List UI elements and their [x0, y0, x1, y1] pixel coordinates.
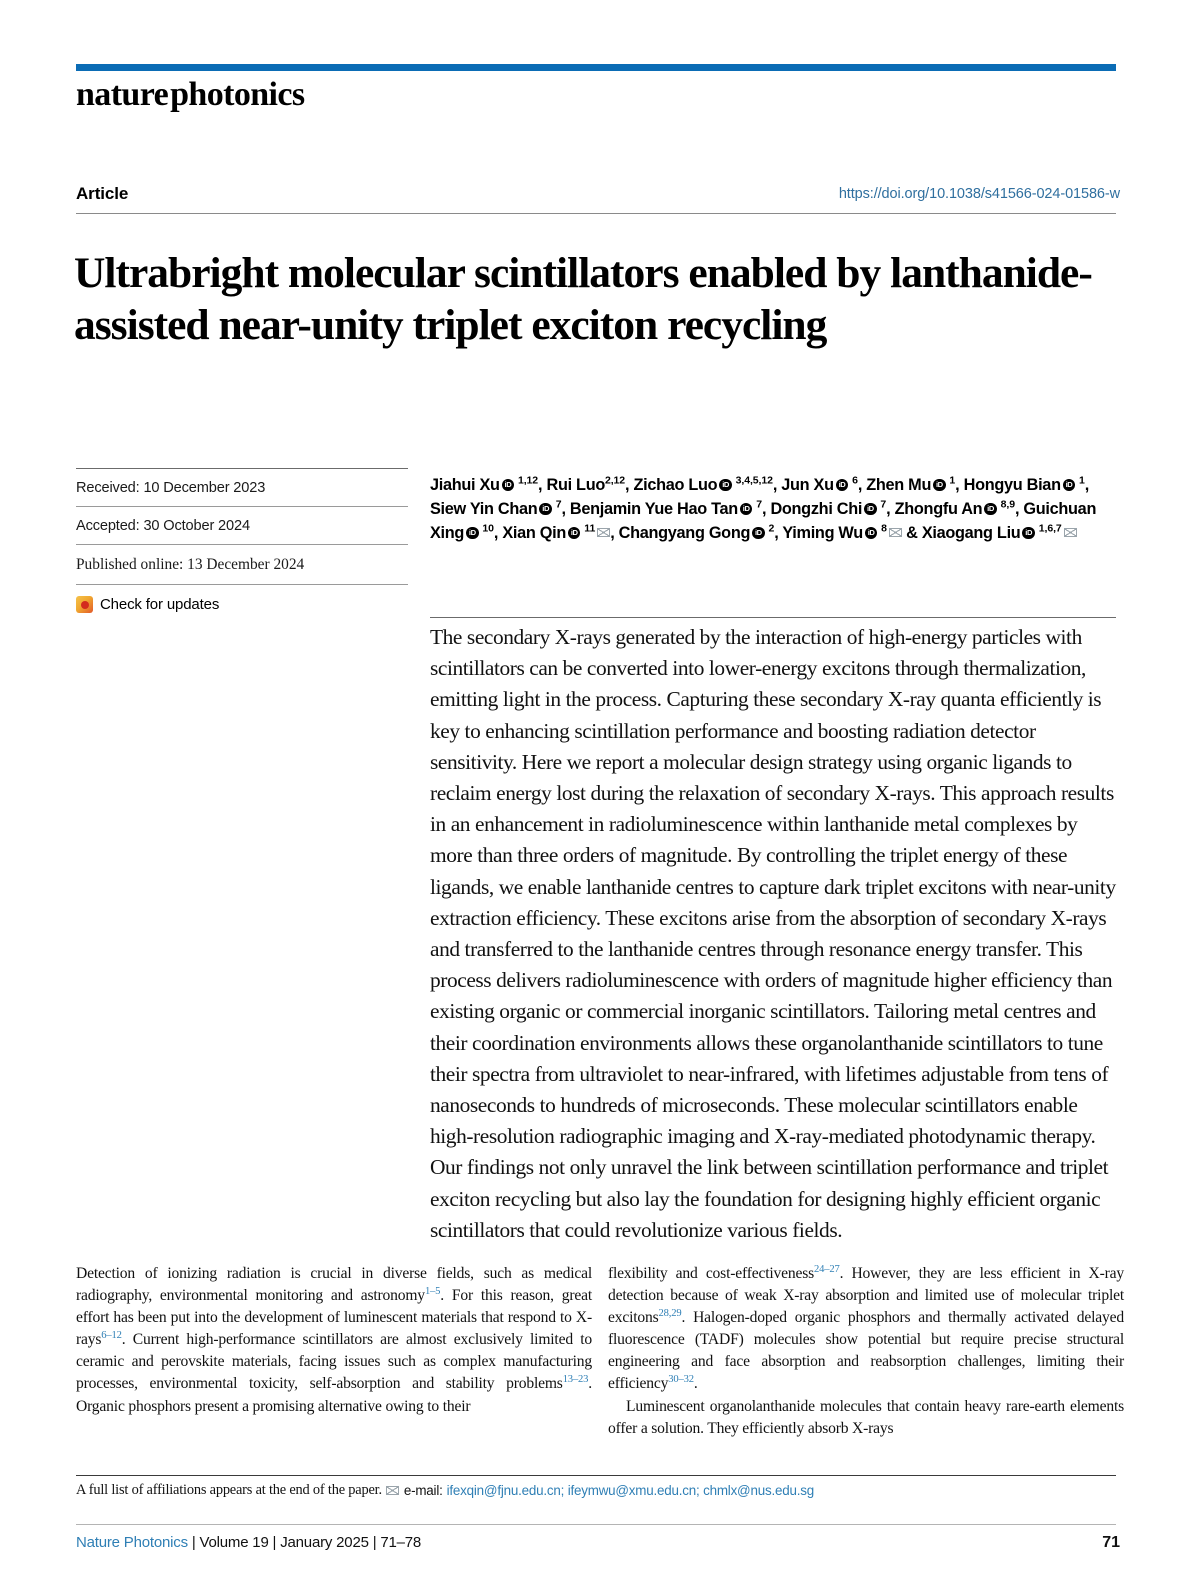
email-link[interactable]: ifexqin@fjnu.edu.cn;: [446, 1483, 565, 1498]
author-affiliation-marker: 7: [753, 498, 762, 511]
author-name: Rui Luo: [546, 476, 605, 494]
author-name: Dongzhi Chi: [770, 500, 863, 519]
published-date: Published online: 13 December 2024: [76, 556, 305, 573]
journal-volume-info: | Volume 19 | January 2025 | 71–78: [187, 1534, 422, 1551]
masthead-word-photonics: photonics: [170, 76, 305, 113]
orcid-icon[interactable]: [836, 479, 849, 492]
author-affiliation-marker: 6: [849, 474, 858, 487]
author-name: Benjamin Yue Hao Tan: [569, 500, 738, 519]
author-affiliation-marker: 1,6,7: [1035, 522, 1062, 535]
orcid-icon[interactable]: [864, 503, 877, 516]
orcid-icon[interactable]: [719, 479, 732, 492]
orcid-icon[interactable]: [933, 479, 946, 492]
reference-citation[interactable]: 6–12: [101, 1330, 122, 1342]
author-affiliation-marker: 7: [877, 498, 887, 511]
author-affiliation-marker: 8,9: [997, 498, 1015, 511]
body-paragraph: flexibility and cost-effectiveness$^{24-27}$. However, they are less efficient in X-ray detection because of weak X-ray absorption and limited use of molecular triplet excitons$^{28,29}$. Halogen-doped organic phosphors and thermally activated delayed fluorescence (TADF) molecules show potential but require precise structural engineering and face absorption and reabsorption challenges, limiting their efficiency$^{30-32}$.: [608, 1263, 1124, 1393]
orcid-icon[interactable]: [740, 503, 753, 516]
accepted-date: Accepted: 30 October 2024: [76, 518, 250, 534]
article-type-label: Article: [76, 184, 129, 203]
reference-citation[interactable]: 24–27: [814, 1263, 840, 1275]
orcid-icon[interactable]: [984, 503, 997, 516]
envelope-icon: [386, 1486, 399, 1496]
journal-name[interactable]: Nature Photonics: [76, 1534, 188, 1551]
author-name: Jun Xu: [781, 476, 834, 494]
footer-divider: [76, 1524, 1116, 1525]
author-name: Siew Yin Chan: [430, 500, 538, 519]
author-affiliation-marker: 11: [581, 522, 596, 535]
crossmark-icon: [76, 596, 93, 613]
orcid-icon[interactable]: [752, 527, 765, 540]
author-name: Xiaogang Liu: [921, 524, 1021, 543]
author-name: Zichao Luo: [633, 476, 718, 494]
corresponding-author-envelope-icon[interactable]: [1064, 528, 1077, 538]
journal-citation: [76, 1534, 421, 1551]
orcid-icon[interactable]: [502, 479, 515, 492]
email-address-list[interactable]: [447, 1483, 814, 1498]
author-affiliation-marker: 3,4,5,12: [732, 474, 773, 487]
author-name: Guichuan Xing: [430, 500, 1097, 543]
author-list: Jiahui XuiD $^{1,12}$, Rui Luo$^{2,12}$, Zichao LuoiD $^{3,4,5,12}$, Jun XuiD $^6$, Zhen MuiD $^1$, Hongyu BianiD $^1$, Siew Yin ChaniD $^7$, Benjamin Yue Hao TaniD $^7$, Dongzhi ChiiD $^7$, Zhongfu AniD $^{8,9}$, Guichuan XingiD $^{10}$, Xian QiniD $^{11}$ , Changyang GongiD $^2$, Yiming WuiD $^8$ & Xiaogang LiuiD $^{1,6,7}$: [430, 473, 1118, 546]
author-affiliation-marker: 8: [878, 522, 887, 535]
author-name: Yiming Wu: [782, 524, 863, 543]
author-affiliation-marker: 2,12: [605, 474, 626, 487]
publication-history: [76, 468, 408, 613]
journal-masthead: [76, 76, 305, 114]
corresponding-author-envelope-icon[interactable]: [889, 528, 902, 538]
header-divider: [76, 213, 1116, 214]
affiliation-footnote: [76, 1482, 814, 1499]
body-column-right: [608, 1263, 1124, 1440]
author-name: Changyang Gong: [618, 524, 751, 543]
author-affiliation-marker: 2: [765, 522, 775, 535]
orcid-icon[interactable]: [539, 503, 552, 516]
email-label: e-mail:: [403, 1483, 443, 1498]
abstract-text: The secondary X-rays generated by the interaction of high-energy particles with scintillators can be converted into lower-energy excitons through thermalization, emitting light in the process. Capturing these secondary X-ray quanta efficiently is key to enhancing scintillation performance and boosting radiation detector sensitivity. Here we report a molecular design strategy using organic ligands to reclaim energy lost during the relaxation of secondary X-rays. This approach results in an enhancement in radioluminescence within lanthanide metal complexes by more than three orders of magnitude. By controlling the triplet energy of these ligands, we enable lanthanide centres to capture dark triplet excitons with near-unity extraction efficiency. These excitons arise from the absorption of secondary X-rays and transferred to the lanthanide centres through resonance energy transfer. This process delivers radioluminescence with orders of magnitude higher efficiency than existing organic or commercial inorganic scintillators. Tailoring metal centres and their coordination environments allows these organolanthanide scintillators to tune their spectra from ultraviolet to near-infrared, with lifetimes adjustable from tens of nanoseconds to hundreds of microseconds. These molecular scintillators enable high-resolution radiographic imaging and X-ray-mediated photodynamic therapy. Our findings not only unravel the link between scintillation performance and triplet exciton recycling but also lay the foundation for designing highly efficient organic scintillators that could revolutionize various fields.: [430, 625, 1116, 1242]
masthead-word-nature: nature: [76, 76, 169, 113]
author-name: Xian Qin: [502, 524, 566, 543]
email-link[interactable]: chmlx@nus.edu.sg: [703, 1483, 814, 1498]
orcid-icon[interactable]: [466, 527, 479, 540]
body-paragraph: Luminescent organolanthanide molecules that contain heavy rare-earth elements offer a solution. They efficiently absorb X-rays: [608, 1397, 1124, 1437]
author-affiliation-marker: 1: [946, 474, 956, 487]
check-for-updates-label: Check for updates: [100, 596, 220, 613]
orcid-icon[interactable]: [865, 527, 878, 540]
page-title: Ultrabright molecular scintillators enabled by lanthanide-assisted near-unity triplet exciton recycling: [74, 249, 1092, 350]
body-column-left: [76, 1263, 592, 1418]
orcid-icon[interactable]: [1063, 479, 1076, 492]
footnote-divider: [76, 1475, 1116, 1476]
orcid-icon[interactable]: [1022, 527, 1035, 540]
author-name: Jiahui Xu: [430, 476, 500, 494]
author-name: Hongyu Bian: [963, 476, 1061, 494]
reference-citation[interactable]: 13–23: [562, 1374, 589, 1386]
reference-citation[interactable]: 30–32: [668, 1374, 694, 1386]
corresponding-author-envelope-icon[interactable]: [597, 528, 610, 538]
author-affiliation-marker: 10: [479, 522, 494, 535]
author-name: Zhen Mu: [866, 476, 932, 494]
email-link[interactable]: ifeymwu@xmu.edu.cn;: [567, 1483, 700, 1498]
reference-citation[interactable]: 28,29: [658, 1308, 682, 1319]
orcid-icon[interactable]: [568, 527, 581, 540]
author-affiliation-marker: 7: [552, 498, 562, 511]
abstract-divider: [430, 617, 1116, 618]
doi-link[interactable]: https://doi.org/10.1038/s41566-024-01586-w: [838, 186, 1120, 202]
received-date: Received: 10 December 2023: [76, 480, 266, 496]
brand-accent-rule: [76, 64, 1116, 71]
affiliation-note: A full list of affiliations appears at the end of the paper.: [76, 1482, 382, 1498]
author-affiliation-marker: 1,12: [515, 474, 539, 487]
reference-citation[interactable]: 1–5: [424, 1285, 441, 1297]
body-paragraph: Detection of ionizing radiation is crucial in diverse fields, such as medical radiography, environmental monitoring and astronomy$^{1-5}$. For this reason, great effort has been put into the development of luminescent materials that respond to X-rays$^{6-12}$. Current high-performance scintillators are almost exclusively limited to ceramic and perovskite materials, facing issues such as complex manufacturing processes, environmental toxicity, self-absorption and stability problems$^{13-23}$. Organic phosphors present a promising alternative owing to their: [76, 1265, 592, 1415]
check-for-updates-button[interactable]: [76, 585, 408, 613]
author-affiliation-marker: 1: [1076, 474, 1085, 487]
page-number: 71: [1102, 1534, 1120, 1551]
author-name: Zhongfu An: [894, 500, 983, 519]
